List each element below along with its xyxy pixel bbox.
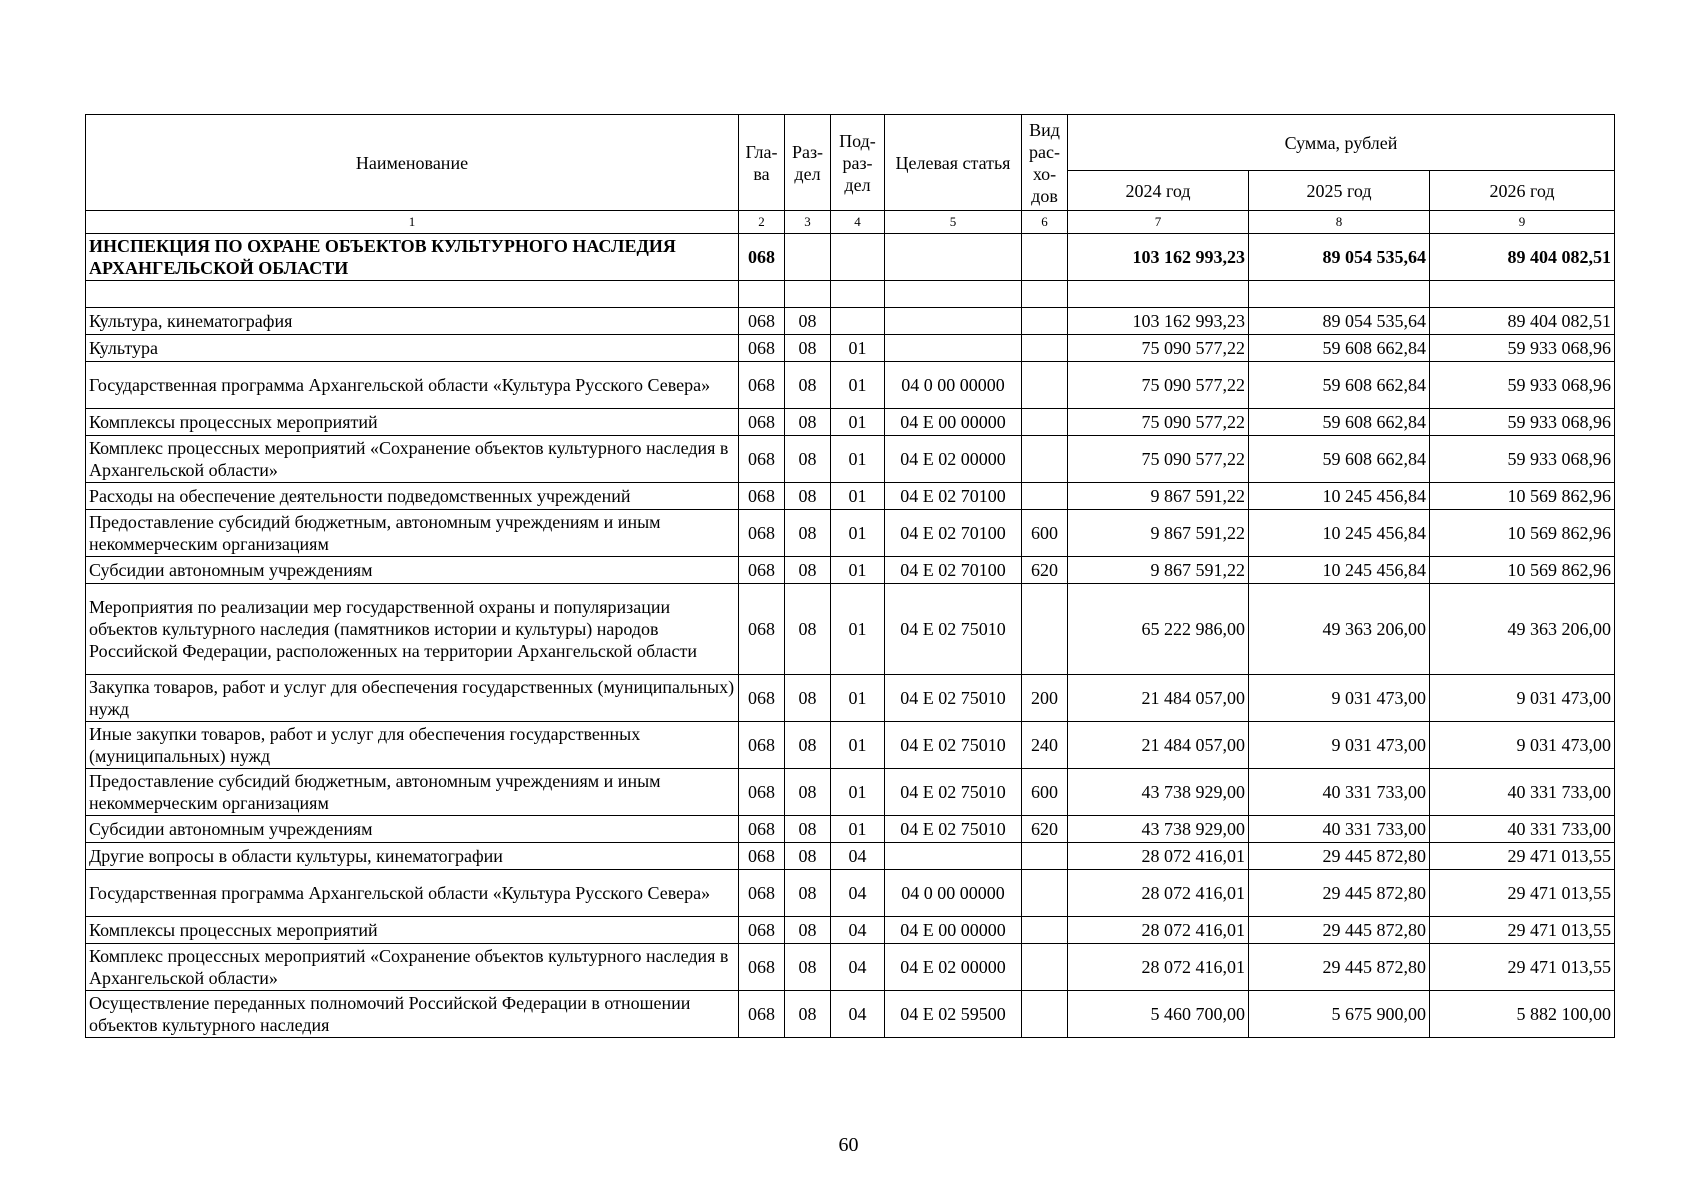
row-amount-2024: 103 162 993,23 (1068, 234, 1249, 281)
row-amount-2024: 21 484 057,00 (1068, 675, 1249, 722)
row-amount-2025: 40 331 733,00 (1249, 816, 1430, 843)
row-subsection: 01 (831, 584, 885, 675)
table-row (86, 436, 1615, 483)
row-name: Государственная программа Архангельской области «Культура Русского Севера» (86, 870, 739, 917)
row-name: Другие вопросы в области культуры, кинематографии (86, 843, 739, 870)
row-subsection: 01 (831, 722, 885, 769)
row-chapter: 068 (739, 816, 785, 843)
row-chapter: 068 (739, 917, 785, 944)
row-amount-2024: 28 072 416,01 (1068, 917, 1249, 944)
header-year-2024: 2024 год (1068, 171, 1249, 211)
column-number: 7 (1068, 211, 1249, 234)
row-name: Субсидии автономным учреждениям (86, 557, 739, 584)
row-target-article: 04 Е 02 00000 (885, 436, 1022, 483)
row-amount-2026: 10 569 862,96 (1430, 483, 1615, 510)
row-section: 08 (785, 436, 831, 483)
row-section: 08 (785, 409, 831, 436)
row-name: Осуществление переданных полномочий Российской Федерации в отношении объектов культурного наследия (86, 991, 739, 1038)
row-name: Государственная программа Архангельской области «Культура Русского Севера» (86, 362, 739, 409)
row-chapter: 068 (739, 843, 785, 870)
row-name (86, 281, 739, 308)
row-amount-2024: 43 738 929,00 (1068, 816, 1249, 843)
row-expense-type: 240 (1022, 722, 1068, 769)
row-subsection: 01 (831, 409, 885, 436)
table-row (86, 409, 1615, 436)
row-section: 08 (785, 510, 831, 557)
row-expense-type: 600 (1022, 769, 1068, 816)
row-chapter: 068 (739, 769, 785, 816)
table-row (86, 335, 1615, 362)
row-section: 08 (785, 335, 831, 362)
table-row (86, 362, 1615, 409)
table-row (86, 870, 1615, 917)
row-amount-2024: 65 222 986,00 (1068, 584, 1249, 675)
row-amount-2026: 29 471 013,55 (1430, 870, 1615, 917)
row-target-article: 04 Е 00 00000 (885, 409, 1022, 436)
row-amount-2025: 29 445 872,80 (1249, 944, 1430, 991)
column-number: 6 (1022, 211, 1068, 234)
row-amount-2025: 29 445 872,80 (1249, 870, 1430, 917)
row-amount-2024: 28 072 416,01 (1068, 944, 1249, 991)
row-amount-2024: 103 162 993,23 (1068, 308, 1249, 335)
row-name: Культура (86, 335, 739, 362)
row-name: Предоставление субсидий бюджетным, автономным учреждениям и иным некоммерческим организациям (86, 510, 739, 557)
table-header (86, 115, 1615, 234)
table-row (86, 843, 1615, 870)
row-amount-2024: 5 460 700,00 (1068, 991, 1249, 1038)
row-chapter: 068 (739, 870, 785, 917)
row-amount-2026: 9 031 473,00 (1430, 722, 1615, 769)
row-subsection: 04 (831, 870, 885, 917)
header-subsection: Под-раз-дел (831, 115, 885, 211)
row-subsection: 04 (831, 843, 885, 870)
row-target-article: 04 Е 02 75010 (885, 675, 1022, 722)
row-expense-type (1022, 944, 1068, 991)
row-expense-type (1022, 483, 1068, 510)
header-target-article: Целевая статья (885, 115, 1022, 211)
row-expense-type (1022, 335, 1068, 362)
row-amount-2025: 89 054 535,64 (1249, 234, 1430, 281)
table-row (86, 991, 1615, 1038)
table-row (86, 769, 1615, 816)
row-subsection (831, 308, 885, 335)
column-number: 5 (885, 211, 1022, 234)
header-section: Раз-дел (785, 115, 831, 211)
table-row (86, 281, 1615, 308)
row-amount-2025: 29 445 872,80 (1249, 843, 1430, 870)
row-section: 08 (785, 991, 831, 1038)
row-section: 08 (785, 917, 831, 944)
row-amount-2026: 9 031 473,00 (1430, 675, 1615, 722)
row-amount-2026: 10 569 862,96 (1430, 510, 1615, 557)
row-section: 08 (785, 944, 831, 991)
header-expense-type: Вид рас-хо-дов (1022, 115, 1068, 211)
table-row (86, 944, 1615, 991)
row-chapter: 068 (739, 234, 785, 281)
row-section: 08 (785, 584, 831, 675)
row-amount-2025: 59 608 662,84 (1249, 362, 1430, 409)
row-amount-2024: 75 090 577,22 (1068, 362, 1249, 409)
header-year-2026: 2026 год (1430, 171, 1615, 211)
row-target-article (885, 308, 1022, 335)
row-expense-type (1022, 234, 1068, 281)
row-amount-2024: 9 867 591,22 (1068, 510, 1249, 557)
row-expense-type (1022, 308, 1068, 335)
row-name: Мероприятия по реализации мер государственной охраны и популяризации объектов культурного наследия (памятников истории и культуры) народов Российской Федерации, расположенных на территории Архангельской области (86, 584, 739, 675)
row-amount-2026: 29 471 013,55 (1430, 843, 1615, 870)
row-subsection (831, 281, 885, 308)
column-number: 8 (1249, 211, 1430, 234)
row-chapter: 068 (739, 584, 785, 675)
row-amount-2025: 89 054 535,64 (1249, 308, 1430, 335)
row-chapter: 068 (739, 436, 785, 483)
row-section: 08 (785, 675, 831, 722)
row-amount-2025: 5 675 900,00 (1249, 991, 1430, 1038)
page-number: 60 (838, 1134, 859, 1156)
row-section: 08 (785, 722, 831, 769)
row-name: Закупка товаров, работ и услуг для обеспечения государственных (муниципальных) нужд (86, 675, 739, 722)
row-chapter: 068 (739, 557, 785, 584)
row-amount-2024: 9 867 591,22 (1068, 483, 1249, 510)
row-expense-type: 620 (1022, 557, 1068, 584)
row-subsection: 01 (831, 816, 885, 843)
row-amount-2026: 10 569 862,96 (1430, 557, 1615, 584)
budget-table (85, 114, 1615, 1038)
header-year-2025: 2025 год (1249, 171, 1430, 211)
column-number: 4 (831, 211, 885, 234)
row-amount-2025: 10 245 456,84 (1249, 483, 1430, 510)
row-section: 08 (785, 483, 831, 510)
row-chapter (739, 281, 785, 308)
row-section (785, 234, 831, 281)
row-section: 08 (785, 308, 831, 335)
table-row (86, 483, 1615, 510)
row-target-article (885, 281, 1022, 308)
row-chapter: 068 (739, 308, 785, 335)
table-row (86, 308, 1615, 335)
row-amount-2025: 29 445 872,80 (1249, 917, 1430, 944)
row-amount-2026: 89 404 082,51 (1430, 234, 1615, 281)
header-chapter: Гла-ва (739, 115, 785, 211)
row-target-article: 04 Е 02 70100 (885, 510, 1022, 557)
row-subsection: 01 (831, 362, 885, 409)
row-target-article (885, 234, 1022, 281)
row-section: 08 (785, 769, 831, 816)
row-expense-type: 200 (1022, 675, 1068, 722)
row-expense-type (1022, 870, 1068, 917)
table-row (86, 584, 1615, 675)
row-amount-2026: 59 933 068,96 (1430, 436, 1615, 483)
row-amount-2026: 59 933 068,96 (1430, 335, 1615, 362)
row-target-article: 04 0 00 00000 (885, 362, 1022, 409)
row-subsection: 01 (831, 436, 885, 483)
row-name: Субсидии автономным учреждениям (86, 816, 739, 843)
row-amount-2026: 29 471 013,55 (1430, 944, 1615, 991)
row-name: Культура, кинематография (86, 308, 739, 335)
row-target-article: 04 Е 02 75010 (885, 584, 1022, 675)
row-amount-2026: 40 331 733,00 (1430, 816, 1615, 843)
row-name: Расходы на обеспечение деятельности подведомственных учреждений (86, 483, 739, 510)
row-target-article: 04 Е 00 00000 (885, 917, 1022, 944)
row-expense-type (1022, 362, 1068, 409)
row-subsection: 01 (831, 483, 885, 510)
row-amount-2024: 28 072 416,01 (1068, 870, 1249, 917)
row-amount-2024: 43 738 929,00 (1068, 769, 1249, 816)
row-chapter: 068 (739, 991, 785, 1038)
row-section: 08 (785, 870, 831, 917)
table-body (86, 234, 1615, 1038)
table-row (86, 722, 1615, 769)
row-target-article: 04 Е 02 75010 (885, 722, 1022, 769)
row-subsection: 04 (831, 991, 885, 1038)
column-number: 1 (86, 211, 739, 234)
table-row (86, 917, 1615, 944)
row-chapter: 068 (739, 409, 785, 436)
row-amount-2024: 75 090 577,22 (1068, 436, 1249, 483)
row-expense-type (1022, 281, 1068, 308)
row-subsection: 01 (831, 675, 885, 722)
row-name: Комплексы процессных мероприятий (86, 409, 739, 436)
row-chapter: 068 (739, 510, 785, 557)
row-name: Комплекс процессных мероприятий «Сохранение объектов культурного наследия в Архангельской области» (86, 436, 739, 483)
row-expense-type (1022, 436, 1068, 483)
row-name: ИНСПЕКЦИЯ ПО ОХРАНЕ ОБЪЕКТОВ КУЛЬТУРНОГО НАСЛЕДИЯ АРХАНГЕЛЬСКОЙ ОБЛАСТИ (86, 234, 739, 281)
row-amount-2025: 10 245 456,84 (1249, 557, 1430, 584)
row-amount-2025: 59 608 662,84 (1249, 335, 1430, 362)
table-row (86, 816, 1615, 843)
column-number: 9 (1430, 211, 1615, 234)
row-target-article (885, 335, 1022, 362)
row-chapter: 068 (739, 362, 785, 409)
header-name: Наименование (86, 115, 739, 211)
row-target-article: 04 Е 02 70100 (885, 483, 1022, 510)
row-name: Предоставление субсидий бюджетным, автономным учреждениям и иным некоммерческим организациям (86, 769, 739, 816)
row-name: Комплексы процессных мероприятий (86, 917, 739, 944)
row-amount-2026: 5 882 100,00 (1430, 991, 1615, 1038)
row-expense-type (1022, 409, 1068, 436)
row-chapter: 068 (739, 944, 785, 991)
row-chapter: 068 (739, 675, 785, 722)
row-target-article: 04 Е 02 00000 (885, 944, 1022, 991)
row-amount-2024: 21 484 057,00 (1068, 722, 1249, 769)
row-target-article (885, 843, 1022, 870)
row-target-article: 04 Е 02 75010 (885, 816, 1022, 843)
row-amount-2025 (1249, 281, 1430, 308)
header-sum: Сумма, рублей (1068, 115, 1615, 171)
row-section (785, 281, 831, 308)
row-amount-2026: 89 404 082,51 (1430, 308, 1615, 335)
row-expense-type (1022, 843, 1068, 870)
row-expense-type: 600 (1022, 510, 1068, 557)
row-section: 08 (785, 557, 831, 584)
row-subsection: 04 (831, 917, 885, 944)
row-section: 08 (785, 843, 831, 870)
row-amount-2025: 9 031 473,00 (1249, 722, 1430, 769)
row-amount-2024: 9 867 591,22 (1068, 557, 1249, 584)
row-subsection: 04 (831, 944, 885, 991)
row-amount-2025: 40 331 733,00 (1249, 769, 1430, 816)
row-amount-2025: 49 363 206,00 (1249, 584, 1430, 675)
row-subsection: 01 (831, 335, 885, 362)
row-chapter: 068 (739, 335, 785, 362)
row-expense-type: 620 (1022, 816, 1068, 843)
row-amount-2026: 49 363 206,00 (1430, 584, 1615, 675)
row-amount-2025: 10 245 456,84 (1249, 510, 1430, 557)
row-amount-2024: 28 072 416,01 (1068, 843, 1249, 870)
row-amount-2026 (1430, 281, 1615, 308)
row-amount-2025: 9 031 473,00 (1249, 675, 1430, 722)
column-number: 2 (739, 211, 785, 234)
row-chapter: 068 (739, 483, 785, 510)
row-amount-2026: 29 471 013,55 (1430, 917, 1615, 944)
row-amount-2026: 59 933 068,96 (1430, 362, 1615, 409)
row-expense-type (1022, 584, 1068, 675)
row-amount-2024 (1068, 281, 1249, 308)
table-row (86, 557, 1615, 584)
row-amount-2026: 59 933 068,96 (1430, 409, 1615, 436)
row-section: 08 (785, 816, 831, 843)
row-subsection: 01 (831, 769, 885, 816)
row-amount-2025: 59 608 662,84 (1249, 436, 1430, 483)
table-row (86, 675, 1615, 722)
row-expense-type (1022, 991, 1068, 1038)
row-target-article: 04 0 00 00000 (885, 870, 1022, 917)
row-subsection (831, 234, 885, 281)
table-row (86, 510, 1615, 557)
row-name: Иные закупки товаров, работ и услуг для обеспечения государственных (муниципальных) нужд (86, 722, 739, 769)
row-subsection: 01 (831, 557, 885, 584)
row-chapter: 068 (739, 722, 785, 769)
row-expense-type (1022, 917, 1068, 944)
row-target-article: 04 Е 02 70100 (885, 557, 1022, 584)
row-target-article: 04 Е 02 75010 (885, 769, 1022, 816)
column-number-row (86, 211, 1615, 234)
row-amount-2024: 75 090 577,22 (1068, 409, 1249, 436)
table-row (86, 234, 1615, 281)
row-name: Комплекс процессных мероприятий «Сохранение объектов культурного наследия в Архангельской области» (86, 944, 739, 991)
row-target-article: 04 Е 02 59500 (885, 991, 1022, 1038)
row-subsection: 01 (831, 510, 885, 557)
row-amount-2025: 59 608 662,84 (1249, 409, 1430, 436)
row-section: 08 (785, 362, 831, 409)
row-amount-2026: 40 331 733,00 (1430, 769, 1615, 816)
column-number: 3 (785, 211, 831, 234)
row-amount-2024: 75 090 577,22 (1068, 335, 1249, 362)
